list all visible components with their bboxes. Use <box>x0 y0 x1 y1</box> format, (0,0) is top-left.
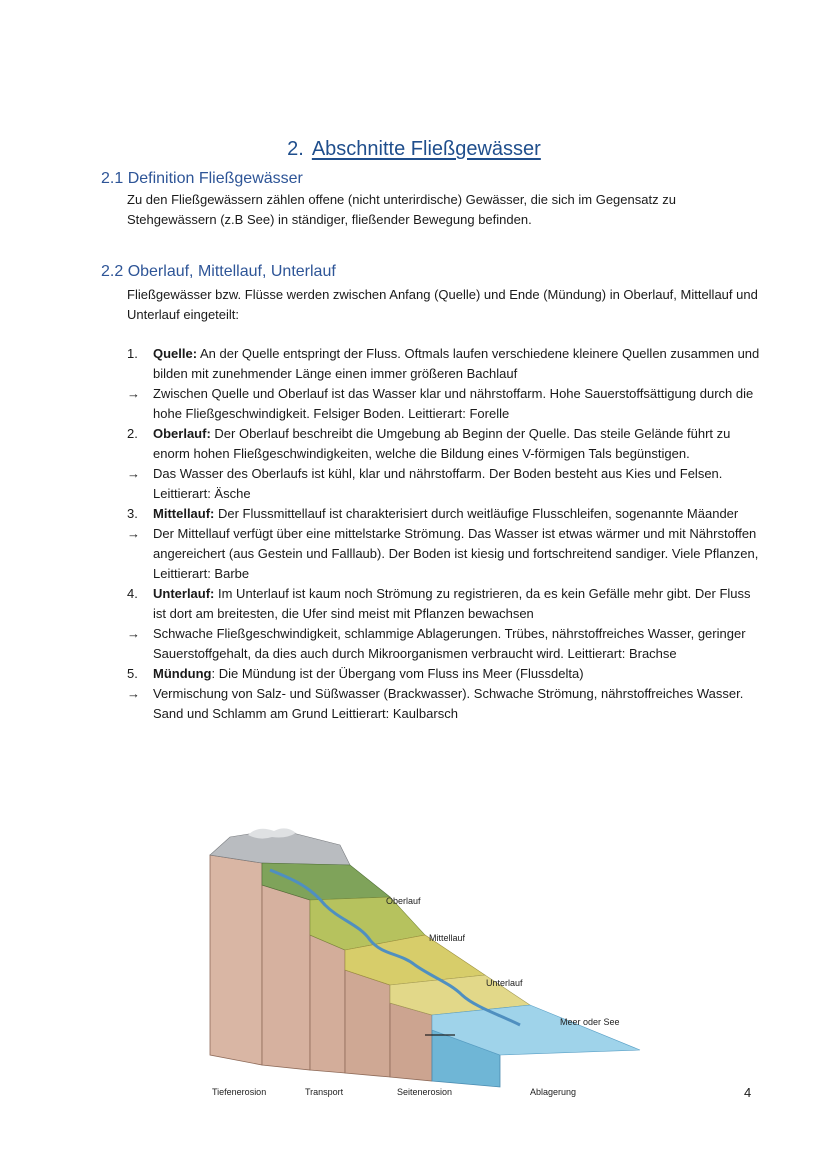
arrow-icon: → <box>127 386 140 401</box>
title-number: 2. <box>287 138 304 160</box>
label-unterlauf: Unterlauf <box>486 978 523 988</box>
list-text: Das Wasser des Oberlaufs ist kühl, klar und nährstoffarm. Der Boden besteht aus Kies und Felsen. Leittierart: Äsche <box>153 466 723 501</box>
list-term: Oberlauf: <box>153 426 211 441</box>
block-face-oberlauf <box>262 885 310 1070</box>
definition-paragraph: Zu den Fließgewässern zählen offene (nicht unterirdische) Gewässer, die sich im Gegensatz zu Stehgewässern (z.B See) in ständiger, fließender Bewegung befinden. <box>127 192 676 227</box>
page-title <box>0 138 828 161</box>
list-item <box>127 624 767 664</box>
label-seitenerosion: Seitenerosion <box>397 1087 453 1097</box>
list-item <box>127 584 767 624</box>
list-marker: 3. <box>127 506 138 521</box>
river-diagram <box>200 825 650 1105</box>
block-face-mittellauf <box>310 935 345 1073</box>
label-tiefenerosion: Tiefenerosion <box>212 1087 267 1097</box>
arrow-icon: → <box>127 686 140 701</box>
section-list <box>127 344 767 724</box>
arrow-icon: → <box>127 466 140 481</box>
list-marker: 5. <box>127 666 138 681</box>
list-text: Zwischen Quelle und Oberlauf ist das Wasser klar und nährstoffarm. Hohe Sauerstoffsättigung durch die hohe Fließgeschwindigkeit. Felsiger Boden. Leittierart: Forelle <box>153 386 754 421</box>
list-item <box>127 424 767 464</box>
list-item <box>127 464 767 504</box>
block-face-quelle <box>210 855 262 1065</box>
arrow-icon: → <box>127 526 140 541</box>
label-transport: Transport <box>305 1087 344 1097</box>
section-heading-definition: 2.1 Definition Fließgewässer <box>101 170 303 187</box>
title-text: Abschnitte Fließgewässer <box>311 138 541 160</box>
list-text: Schwache Fließgeschwindigkeit, schlammige Ablagerungen. Trübes, nährstoffreiches Wasser, geringer Sauerstoffgehalt, da dies auch durch Mikroorganismen verbraucht wird. Leittierart: Brachse <box>153 626 746 661</box>
list-text: : Die Mündung ist der Übergang vom Fluss ins Meer (Flussdelta) <box>211 666 584 681</box>
list-item <box>127 384 767 424</box>
arrow-icon: → <box>127 626 140 641</box>
list-marker: 4. <box>127 586 138 601</box>
label-oberlauf: Oberlauf <box>386 896 421 906</box>
list-item <box>127 344 767 384</box>
list-text: An der Quelle entspringt der Fluss. Oftmals laufen verschiedene kleinere Quellen zusammen und bilden mit zunehmender Länge einen immer größeren Bachlauf <box>153 346 760 381</box>
label-ablagerung: Ablagerung <box>530 1087 577 1097</box>
block-face-delta <box>390 1003 432 1081</box>
list-text: Der Flussmittellauf ist charakterisiert durch weitläufige Flusschleifen, sogenannte Mäander <box>214 506 739 521</box>
label-meer: Meer oder See <box>560 1017 620 1027</box>
list-item <box>127 504 767 524</box>
list-marker: 2. <box>127 426 138 441</box>
list-text: Der Mittellauf verfügt über eine mittelstarke Strömung. Das Wasser ist etwas wärmer und mit Nährstoffen angereichert (aus Gestein und Falllaub). Der Boden ist kiesig und fortschreitend sandiger. Viele Pflanzen, Leittierart: Barbe <box>153 526 759 581</box>
section-heading-abschnitte: 2.2 Oberlauf, Mittellauf, Unterlauf <box>101 263 336 280</box>
list-item <box>127 664 767 684</box>
block-face-unterlauf <box>345 970 390 1077</box>
list-text: Der Oberlauf beschreibt die Umgebung ab Beginn der Quelle. Das steile Gelände führt zu enorm hohen Fließgeschwindigkeiten, welche die Bildung eines V-förmigen Tals begünstigen. <box>153 426 731 461</box>
label-mittellauf: Mittellauf <box>429 933 466 943</box>
intro-paragraph: Fließgewässer bzw. Flüsse werden zwischen Anfang (Quelle) und Ende (Mündung) in Oberlauf, Mittellauf und Unterlauf eingeteilt: <box>127 287 758 322</box>
list-term: Mündung <box>153 666 212 681</box>
list-term: Mittellauf: <box>153 506 215 521</box>
page-number: 4 <box>744 1085 752 1100</box>
list-item <box>127 684 767 724</box>
list-term: Quelle: <box>153 346 198 361</box>
list-term: Unterlauf: <box>153 586 215 601</box>
list-text: Vermischung von Salz- und Süßwasser (Brackwasser). Schwache Strömung, nährstoffreiches Wasser. Sand und Schlamm am Grund Leittierart: Kaulbarsch <box>153 686 744 721</box>
list-item <box>127 524 767 584</box>
list-text: Im Unterlauf ist kaum noch Strömung zu registrieren, da es kein Gefälle mehr gibt. Der Fluss ist dort am breitesten, die Ufer sind meist mit Pflanzen bewachsen <box>153 586 751 621</box>
list-marker: 1. <box>127 346 138 361</box>
